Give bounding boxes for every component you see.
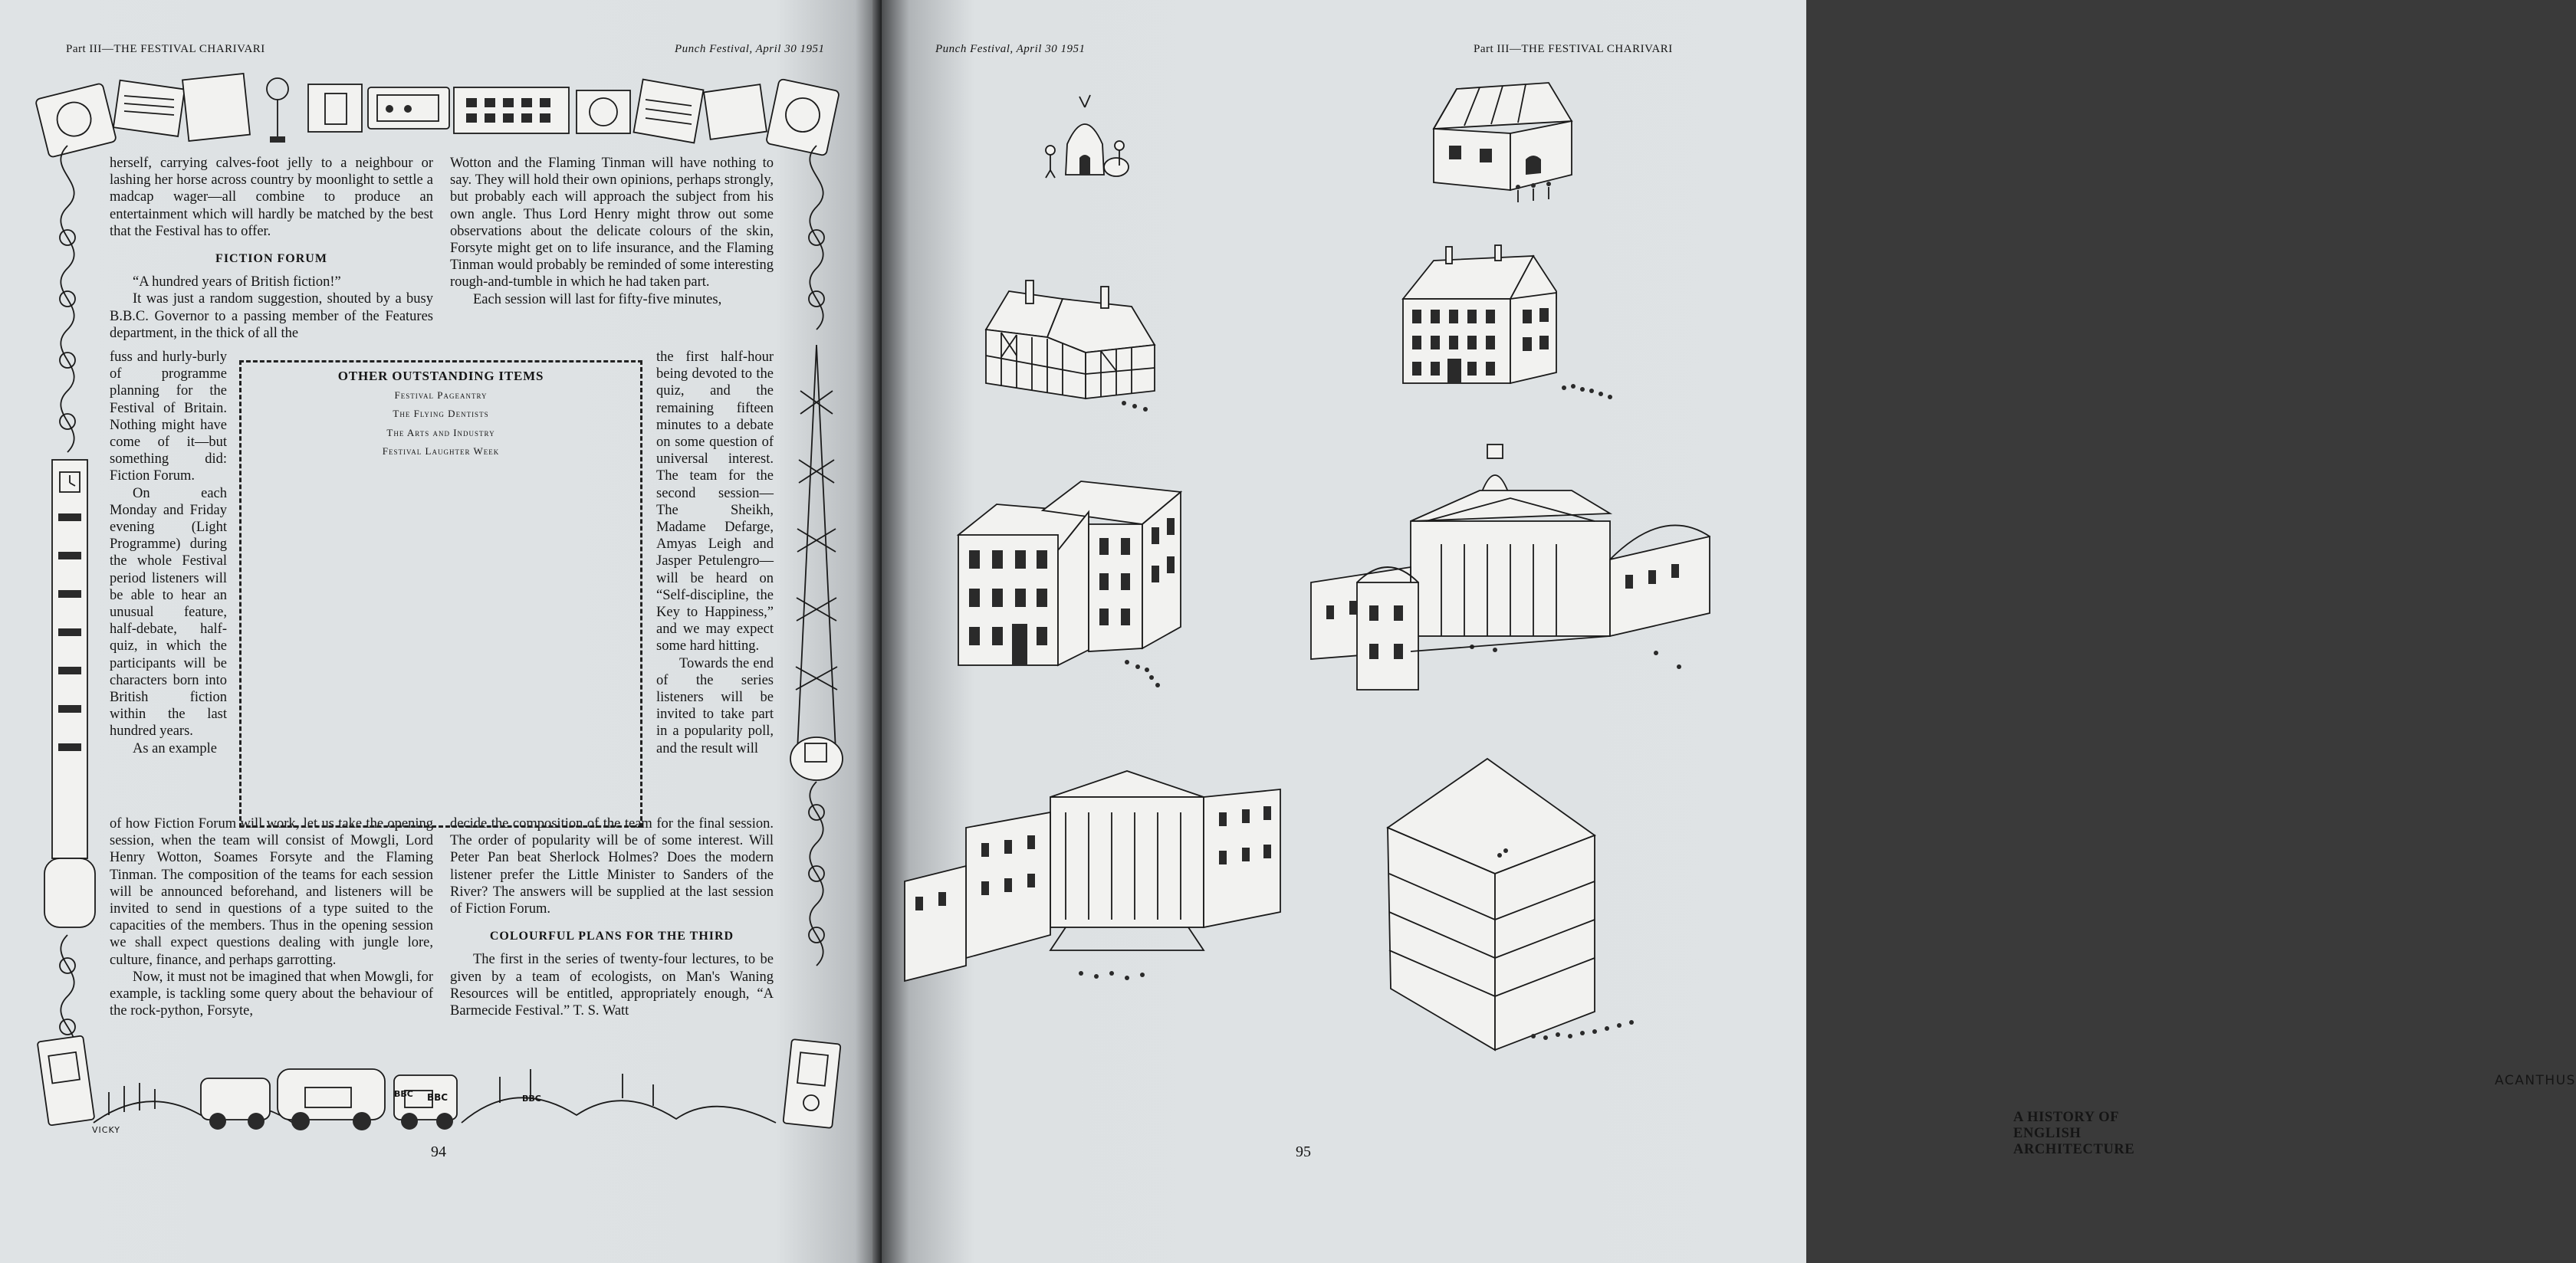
tudor-house-icon [978,276,1178,429]
running-head-right: Part III—THE FESTIVAL CHARIVARI [1474,43,1673,55]
section-heading: FICTION FORUM [215,252,327,266]
paragraph: The first in the series of twenty-four lectures, to be given by a team of ecologists, on Man's Waning Resources will be entitled, appropriately enough, “A Barmecide Festival.” T. S. Watt [450,952,774,1019]
radio-equipment-border-top [40,69,845,153]
paragraph: decide the composition of the team for the final session. The order of popularity will be of some interest. Will Peter Pan beat Sherlock Holmes? Does the modern listener prefer the Little Minister to Sanders of the River? The answers will be supplied at the last session of Fiction Forum. [450,816,774,917]
article-column-right-top [450,155,774,308]
baroque-palace-icon [1296,429,1725,697]
illustration-caption: A HISTORY OF ENGLISH ARCHITECTURE [2013,1110,2135,1157]
queen-anne-house-icon [1395,245,1633,422]
running-head-date: Punch Festival, April 30 1951 [675,43,825,55]
paragraph: It was just a random suggestion, shouted by a busy B.B.C. Governor to a passing member of the Features department, in the thick of all the [110,291,433,341]
other-outstanding-items-box [239,360,642,828]
box-subheading: The Arts and Industry [386,426,495,438]
paragraph: On each Monday and Friday evening (Light Programme) during the whole Festival period listeners will be able to hear an unusual feature, half-debate, half-quiz, in which the participants will be characters born into British fiction within the last hundred years. [110,485,227,740]
article-column-left-narrow [110,349,227,757]
bus-sign-3: BBC [522,1094,541,1104]
show-through-text [1257,77,1434,91]
article-column-right-bottom [450,815,774,1019]
paragraph: “A hundred years of British fiction!” [133,274,341,290]
article-column-right-narrow [656,349,774,757]
running-head-left: Part III—THE FESTIVAL CHARIVARI [66,43,265,55]
radio-mast-border-right [782,138,851,1058]
page-number: 94 [431,1143,446,1160]
paragraph: fuss and hurly-burly of programme planning for the Festival of Britain. Nothing might have come of it—but something did: Fiction Forum. [110,349,227,484]
article-column-left-bottom [110,815,433,1019]
left-page [0,0,882,1263]
neoclassical-mansion-icon [897,766,1311,996]
right-page [882,0,2576,1263]
bus-sign-1: BBC [394,1089,413,1099]
frame-artist-credit: VICKY [92,1125,120,1135]
stone-cottage-icon [1418,75,1587,205]
modern-block-icon [1380,759,1671,1065]
paragraph: Towards the end of the series listeners will be invited to take part in a popularity poll, and the result will [656,655,774,756]
box-title: OTHER OUTSTANDING ITEMS [337,369,544,383]
article-column-left-top [110,155,433,342]
mud-hut-icon [1035,90,1135,182]
bus-sign-2: BBC [427,1092,449,1103]
georgian-terrace-icon [951,474,1196,704]
paragraph: herself, carrying calves-foot jelly to a neighbour or lashing her horse across country by moonlight to settle a madcap wager—all combine to produce an entertainment which will hardly be matched by the best that the Festival has to offer. [110,156,433,239]
paragraph: Now, it must not be imagined that when Mowgli, for example, is tackling some query about the behaviour of the rock-python, Forsyte, [110,969,433,1019]
paragraph: of how Fiction Forum will work, let us take the opening session, when the team will consist of Mowgli, Lord Henry Wotton, Soames Forsyte and the Flaming Tinman. The composition of the teams for each session will be announced beforehand, and listeners will be invited to send in questions of a type suited to the capacities of the members. Thus in the opening session we shall expect questions dealing with jungle lore, culture, finance, and perhaps garrotting. [110,816,433,968]
section-heading: COLOURFUL PLANS FOR THE THIRD [489,930,734,943]
page-number: 95 [1296,1143,1311,1160]
box-subheading: Festival Laughter Week [382,445,500,457]
paragraph: the first half-hour being devoted to the quiz, and the remaining fifteen minutes to a debate on some question of universal interest. The team for the second session—The Sheikh, Madame Defarge, Amyas Leigh and Jasper Petulengro—will be heard on “Self-discipline, the Key to Happiness,” and we may expect some hard hitting. [656,349,774,654]
paragraph: As an example [133,740,217,756]
box-subheading: The Flying Dentists [393,408,489,419]
running-head-date: Punch Festival, April 30 1951 [935,43,1086,55]
bbc-vans-border-bottom [40,1038,845,1138]
box-subheading: Festival Pageantry [394,389,488,401]
artist-signature: ACANTHUS [2495,1073,2576,1088]
paragraph: Wotton and the Flaming Tinman will have nothing to say. They will hold their own opinions, perhaps strongly, but probably each will approach the subject from his own angle. Thus Lord Henry might throw out some observations about the delicate colours of the skin, Forsyte might get on to life insurance, and the Flaming Tinman would probably be reminded of some interesting rough-and-tumble in which he had taken part. [450,156,774,290]
broadcast-tower-border-left [37,138,113,1058]
paragraph: Each session will last for fifty-five minutes, [473,291,722,307]
